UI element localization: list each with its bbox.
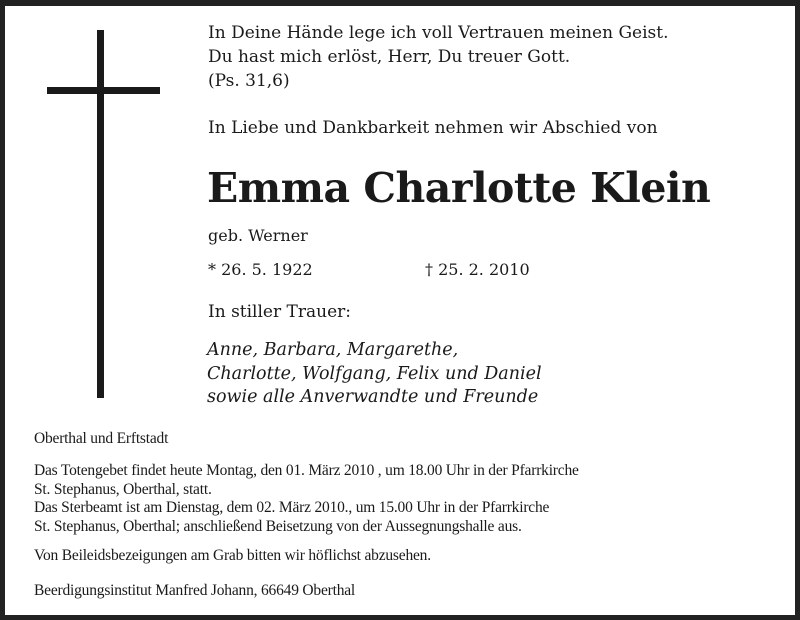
verse-line: (Ps. 31,6) [208, 71, 290, 91]
service-line: Das Totengebet findet heute Montag, den 01. März 2010 , um 18.00 Uhr in der Pfarrkirche [34, 462, 579, 479]
mourning-heading: In stiller Trauer: [208, 302, 351, 322]
condolence-note: Von Beileidsbezeigungen am Grab bitten wir höflichst abzusehen. [34, 547, 431, 564]
service-line: St. Stephanus, Oberthal, statt. [34, 480, 212, 498]
obituary-notice [5, 6, 795, 615]
service-line: Das Sterbeamt ist am Dienstag, dem 02. März 2010., um 15.00 Uhr in der Pfarrkirche [34, 499, 550, 516]
verse-line: In Deine Hände lege ich voll Vertrauen meinen Geist. [208, 23, 669, 43]
death-date: † 25. 2. 2010 [425, 260, 530, 279]
cross-vertical-bar [97, 30, 104, 398]
undertaker: Beerdigungsinstitut Manfred Johann, 66649 Oberthal [34, 582, 356, 599]
birth-date: * 26. 5. 1922 [208, 260, 313, 279]
cross-horizontal-bar [47, 87, 160, 94]
mourners-line: sowie alle Anverwandte und Freunde [207, 387, 539, 407]
intro-text: In Liebe und Dankbarkeit nehmen wir Abschied von [208, 118, 658, 138]
mourners-line: Anne, Barbara, Margarethe, [207, 340, 459, 360]
verse-line: Du hast mich erlöst, Herr, Du treuer Gott. [208, 47, 571, 67]
mourners-line: Charlotte, Wolfgang, Felix und Daniel [207, 363, 542, 384]
place: Oberthal und Erftstadt [34, 430, 169, 447]
service-line: St. Stephanus, Oberthal; anschließend Beisetzung von der Aussegnungshalle aus. [34, 517, 522, 535]
verse [208, 21, 669, 93]
mourners-list [207, 339, 542, 410]
deceased-name: Emma Charlotte Klein [207, 164, 711, 212]
maiden-name: geb. Werner [208, 226, 308, 245]
service-details [34, 462, 579, 536]
